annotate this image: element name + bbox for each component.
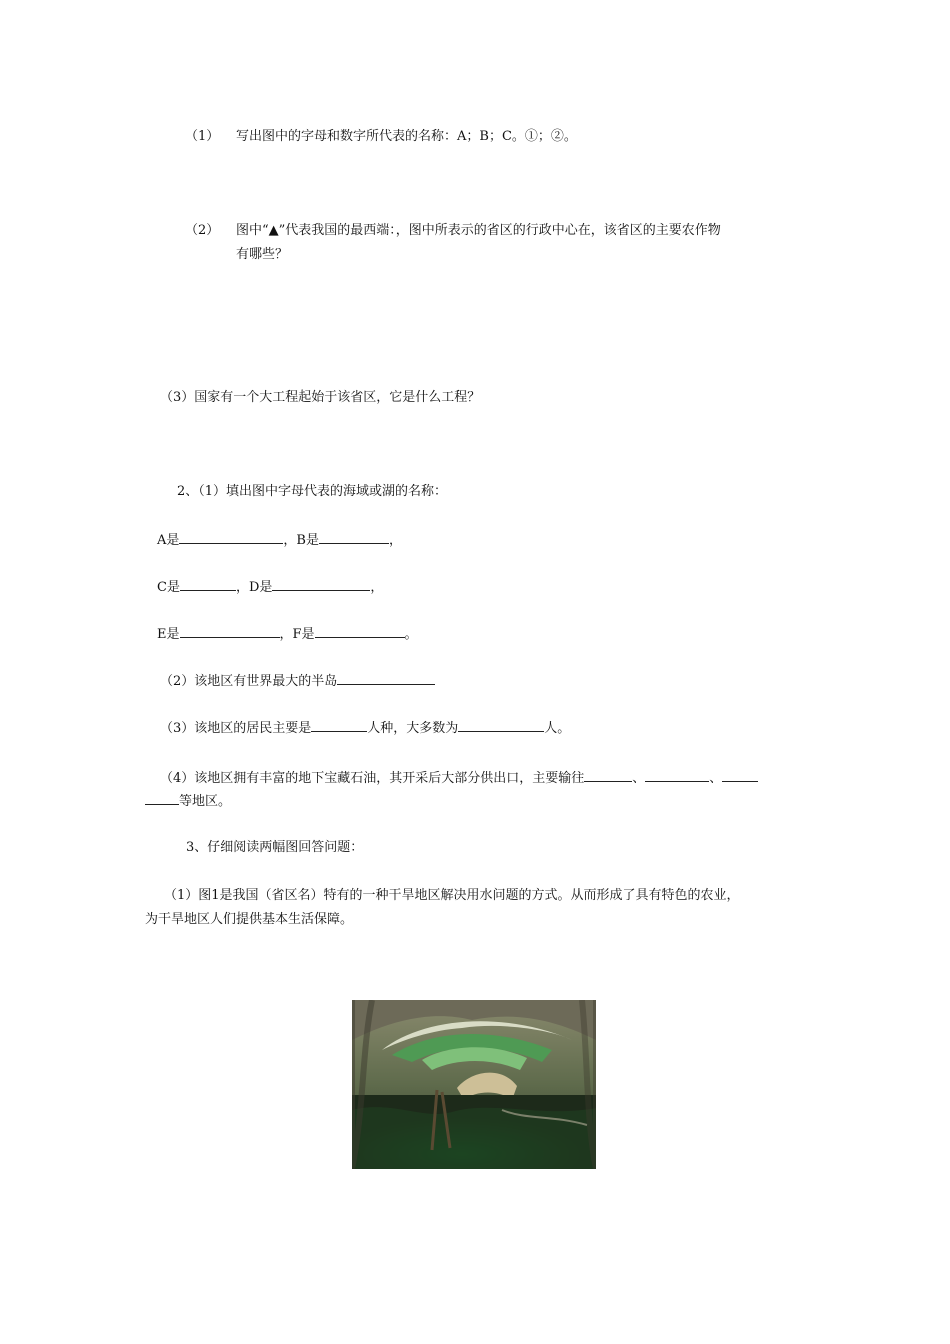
label-f: ，F是 [279, 627, 315, 642]
blank-people[interactable] [458, 717, 544, 732]
label-c: C是 [157, 580, 180, 595]
label-d: ，D是 [235, 580, 273, 595]
q2-heading: 2、（1）填出图中字母代表的海域或湖的名称： [177, 484, 448, 499]
q2-part3-text-a: （3）该地区的居民主要是 [160, 721, 312, 736]
blank-export-1[interactable] [584, 767, 632, 782]
q2-part4-text: （4）该地区拥有丰富的地下宝藏石油，其开采后大部分供出口，主要输往 [160, 771, 585, 786]
blank-export-3a[interactable] [722, 767, 758, 782]
q1-item2-continuation: 有哪些？ [236, 247, 289, 262]
label-b: ，B是 [283, 533, 319, 548]
q2-part3-text-c: 人。 [544, 721, 571, 736]
label-a: A是 [157, 533, 180, 548]
blank-b[interactable] [319, 529, 389, 544]
row-ef-end: 。 [404, 627, 418, 642]
q1-item3-text: （3）国家有一个大工程起始于该省区，它是什么工程？ [160, 390, 481, 405]
q2-row-cd [157, 576, 383, 599]
row-ab-end: ， [388, 533, 402, 548]
q2-part3 [160, 717, 570, 740]
blank-export-3b[interactable] [145, 790, 179, 805]
blank-f[interactable] [315, 623, 405, 638]
q2-part4-sep1: 、 [632, 771, 646, 786]
q2-part4 [160, 767, 758, 790]
blank-a[interactable] [179, 529, 283, 544]
q2-row-ef [157, 623, 418, 646]
blank-peninsula[interactable] [337, 670, 435, 685]
blank-export-2[interactable] [645, 767, 709, 782]
karez-photo [352, 1000, 596, 1169]
row-cd-end: ， [370, 580, 384, 595]
blank-e[interactable] [180, 623, 280, 638]
q2-part4-cont: 等地区。 [179, 794, 232, 809]
q2-part4-sep2: 、 [709, 771, 723, 786]
label-e: E是 [157, 627, 180, 642]
q2-part4-continuation [145, 790, 231, 813]
q2-part2-text: （2）该地区有世界最大的半岛 [160, 674, 338, 689]
q3-part1-line2: 为干旱地区人们提供基本生活保障。 [145, 912, 354, 927]
q1-item2-text: 图中“▲”代表我国的最西端：，图中所表示的省区的行政中心在，该省区的主要农作物 [236, 223, 721, 238]
q2-part3-text-b: 人种，大多数为 [367, 721, 459, 736]
q3-part1-line1: （1）图1是我国（省区名）特有的一种干旱地区解决用水问题的方式。从而形成了具有特色的农业， [164, 888, 740, 903]
q1-item1-number: （1） [185, 129, 220, 144]
blank-d[interactable] [272, 576, 370, 591]
blank-race[interactable] [311, 717, 367, 732]
q1-item1-text: 写出图中的字母和数字所代表的名称：A；B；C。①；②。 [236, 129, 577, 144]
q2-row-ab [157, 529, 402, 552]
q1-item2-number: （2） [185, 223, 220, 238]
q3-heading: 3、仔细阅读两幅图回答问题： [186, 840, 364, 855]
q2-part2 [160, 670, 435, 693]
blank-c[interactable] [180, 576, 236, 591]
